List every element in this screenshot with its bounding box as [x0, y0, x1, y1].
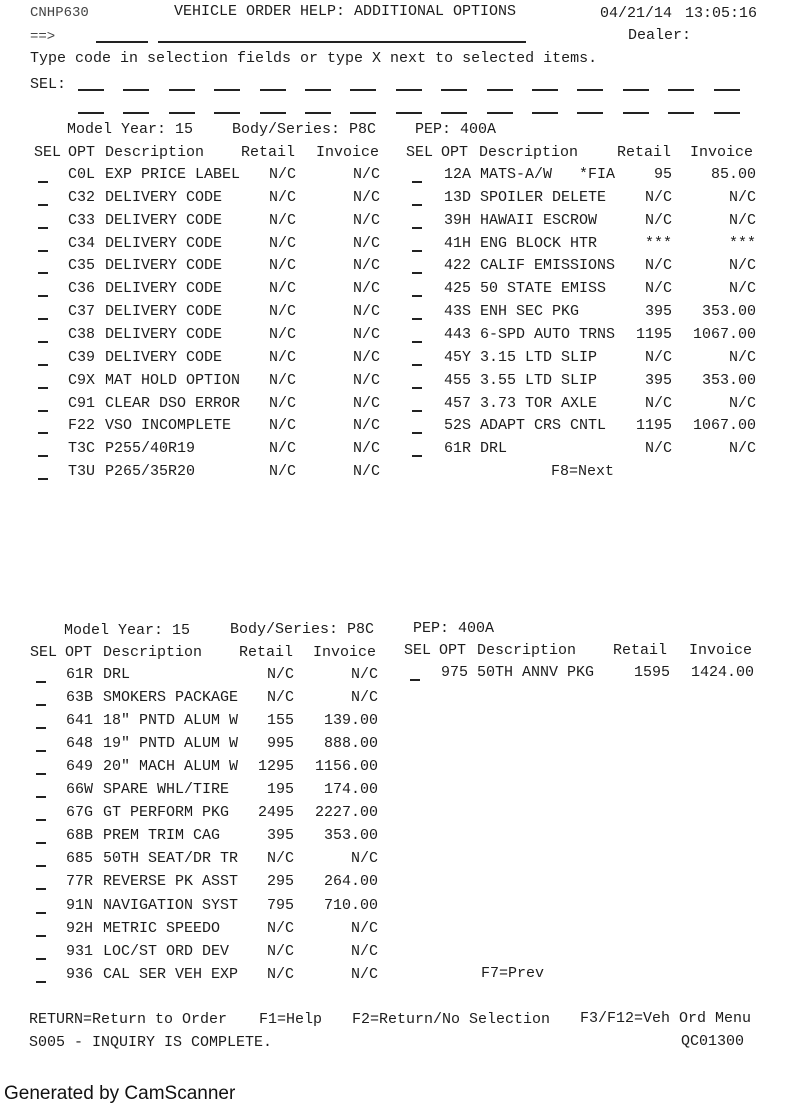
option-invoice: N/C: [352, 166, 380, 183]
option-retail: N/C: [268, 257, 296, 275]
option-select-field[interactable]: [36, 796, 46, 798]
option-description: ADAPT CRS CNTL: [480, 417, 607, 435]
description-header: Description: [479, 144, 579, 161]
option-select-field[interactable]: [38, 295, 48, 297]
option-retail: 2495: [257, 804, 294, 822]
option-code: 12A: [444, 166, 472, 183]
option-code: 685: [66, 850, 94, 868]
option-description: PREM TRIM CAG: [103, 827, 221, 845]
option-code: C91: [68, 394, 96, 412]
option-select-field[interactable]: [38, 318, 48, 320]
option-description: DELIVERY CODE: [105, 188, 223, 206]
option-description: MAT HOLD OPTION: [105, 371, 241, 389]
option-select-field[interactable]: [38, 227, 48, 229]
header-time: 13:05:16: [685, 5, 758, 22]
sel-header: SEL: [30, 644, 58, 661]
option-retail: 395: [266, 827, 294, 845]
option-code: C38: [68, 325, 96, 343]
option-code: C39: [68, 348, 96, 366]
option-select-field[interactable]: [412, 410, 422, 412]
option-code: 91N: [66, 896, 94, 914]
option-select-field[interactable]: [36, 935, 46, 937]
sel-code-field[interactable]: [668, 112, 694, 114]
option-invoice: 264.00: [323, 873, 378, 891]
option-description: 50TH ANNV PKG: [477, 664, 595, 681]
sel-code-field[interactable]: [305, 112, 331, 114]
option-description: DELIVERY CODE: [105, 257, 223, 275]
option-retail: N/C: [268, 211, 296, 229]
option-code: F22: [68, 417, 96, 435]
description-header: Description: [105, 144, 205, 161]
sel-code-field[interactable]: [714, 112, 740, 114]
option-code: 77R: [66, 873, 94, 891]
sel-code-field[interactable]: [532, 89, 558, 91]
option-select-field[interactable]: [412, 204, 422, 206]
option-invoice: N/C: [350, 919, 378, 937]
option-invoice: 888.00: [323, 735, 378, 753]
option-retail: N/C: [644, 440, 672, 458]
sel-code-field[interactable]: [78, 112, 104, 114]
option-retail: ***: [644, 234, 672, 252]
option-retail: N/C: [644, 257, 672, 275]
option-description: 19" PNTD ALUM W: [103, 735, 239, 753]
retail-header: Retail: [613, 642, 668, 659]
option-select-field[interactable]: [36, 842, 46, 844]
option-retail: 1295: [257, 758, 294, 776]
opt-header: OPT: [68, 144, 96, 161]
option-retail: N/C: [268, 280, 296, 298]
option-invoice: N/C: [352, 257, 380, 275]
sel-code-field[interactable]: [214, 112, 240, 114]
sel-code-field[interactable]: [577, 89, 603, 91]
option-code: C35: [68, 257, 96, 275]
option-select-field[interactable]: [38, 432, 48, 434]
sel-code-field[interactable]: [441, 112, 467, 114]
option-invoice: 353.00: [701, 303, 756, 321]
sel-code-field[interactable]: [260, 89, 286, 91]
option-retail: N/C: [266, 919, 294, 937]
option-invoice: N/C: [728, 280, 756, 298]
sel-code-field[interactable]: [668, 89, 694, 91]
option-invoice: N/C: [352, 394, 380, 412]
option-code: 422: [444, 257, 472, 275]
option-code: C32: [68, 188, 96, 206]
option-code: 975: [441, 664, 469, 681]
option-description: DELIVERY CODE: [105, 211, 223, 229]
option-description: 50TH SEAT/DR TR: [103, 850, 239, 868]
option-retail: N/C: [268, 371, 296, 389]
option-retail: N/C: [268, 166, 296, 183]
option-retail: 95: [653, 166, 672, 183]
option-select-field[interactable]: [36, 888, 46, 890]
retail-header: Retail: [617, 144, 672, 161]
option-select-field[interactable]: [38, 455, 48, 457]
option-select-field[interactable]: [412, 181, 422, 183]
help-key[interactable]: F1=Help: [259, 1011, 323, 1028]
body-series: Body/Series: P8C: [232, 121, 377, 138]
option-code: 61R: [66, 666, 94, 683]
option-invoice: N/C: [350, 942, 378, 960]
option-invoice: N/C: [352, 280, 380, 298]
sel-code-field[interactable]: [396, 89, 422, 91]
sel-code-field[interactable]: [487, 112, 513, 114]
screen-id: CNHP630: [30, 5, 89, 21]
option-code: 648: [66, 735, 94, 753]
option-invoice: N/C: [352, 188, 380, 206]
option-description: P255/40R19: [105, 440, 196, 458]
option-code: C36: [68, 280, 96, 298]
option-invoice: 1067.00: [692, 325, 756, 343]
sel-code-field[interactable]: [623, 89, 649, 91]
option-description: 50 STATE EMISS: [480, 280, 607, 298]
sel-code-field[interactable]: [396, 112, 422, 114]
dealer-label: Dealer:: [628, 27, 692, 44]
option-code: 61R: [444, 440, 472, 458]
option-code: 43S: [444, 303, 472, 321]
sel-code-field[interactable]: [214, 89, 240, 91]
sel-code-field[interactable]: [350, 112, 376, 114]
option-invoice: N/C: [352, 440, 380, 458]
option-invoice: 85.00: [710, 166, 756, 183]
option-retail: 195: [266, 781, 294, 799]
option-description: DELIVERY CODE: [105, 303, 223, 321]
sel-code-field[interactable]: [123, 89, 149, 91]
option-select-field[interactable]: [38, 478, 48, 480]
option-description: DRL: [103, 666, 131, 683]
option-description: NAVIGATION SYST: [103, 896, 239, 914]
option-description: HAWAII ESCROW: [480, 211, 598, 229]
option-retail: N/C: [266, 689, 294, 707]
model-year: Model Year: 15: [67, 121, 194, 138]
sel-code-field[interactable]: [169, 112, 195, 114]
option-description: 20" MACH ALUM W: [103, 758, 239, 776]
option-description: DELIVERY CODE: [105, 234, 223, 252]
option-invoice: 1067.00: [692, 417, 756, 435]
vehicle-order-menu-key[interactable]: F3/F12=Veh Ord Menu: [580, 1010, 752, 1027]
option-code: 443: [444, 325, 472, 343]
option-retail: N/C: [644, 394, 672, 412]
option-retail: N/C: [266, 942, 294, 960]
option-retail: N/C: [644, 280, 672, 298]
option-description: METRIC SPEEDO: [103, 919, 221, 937]
sel-code-field[interactable]: [714, 89, 740, 91]
option-retail: N/C: [266, 965, 294, 983]
option-invoice: N/C: [350, 689, 378, 707]
option-description: LOC/ST ORD DEV: [103, 942, 230, 960]
option-invoice: 174.00: [323, 781, 378, 799]
option-code: 39H: [444, 211, 472, 229]
option-select-field[interactable]: [36, 865, 46, 867]
option-select-field[interactable]: [412, 295, 422, 297]
option-code: 63B: [66, 689, 94, 707]
option-retail: N/C: [268, 394, 296, 412]
option-select-field[interactable]: [412, 364, 422, 366]
option-invoice: N/C: [352, 417, 380, 435]
option-select-field[interactable]: [36, 981, 46, 983]
invoice-header: Invoice: [689, 642, 753, 659]
option-select-field[interactable]: [38, 181, 48, 183]
sel-code-field[interactable]: [123, 112, 149, 114]
screen-title: VEHICLE ORDER HELP: ADDITIONAL OPTIONS: [174, 3, 517, 20]
retail-header: Retail: [239, 644, 294, 661]
option-retail: N/C: [268, 417, 296, 435]
option-retail: N/C: [644, 348, 672, 366]
option-description: DRL: [480, 440, 508, 458]
sel-code-field[interactable]: [623, 112, 649, 114]
option-retail: N/C: [268, 463, 296, 481]
option-code: C34: [68, 234, 96, 252]
model-year: Model Year: 15: [64, 622, 191, 639]
description-header: Description: [103, 644, 203, 661]
option-code: 936: [66, 965, 94, 983]
option-code: 67G: [66, 804, 94, 822]
option-code: C9X: [68, 371, 96, 389]
option-code: 41H: [444, 234, 472, 252]
option-invoice: 353.00: [701, 371, 756, 389]
option-retail: 1595: [633, 664, 670, 681]
option-select-field[interactable]: [412, 455, 422, 457]
option-select-field[interactable]: [412, 272, 422, 274]
option-select-field[interactable]: [36, 958, 46, 960]
option-description: 18" PNTD ALUM W: [103, 712, 239, 730]
sel-header: SEL: [34, 144, 62, 161]
option-retail: N/C: [644, 188, 672, 206]
option-retail: N/C: [266, 666, 294, 683]
option-code: 931: [66, 942, 94, 960]
option-description: GT PERFORM PKG: [103, 804, 230, 822]
option-description: EXP PRICE LABEL: [105, 166, 241, 183]
sel-header: SEL: [404, 642, 432, 659]
option-invoice: N/C: [728, 394, 756, 412]
sel-header: SEL: [406, 144, 434, 161]
sel-code-field[interactable]: [169, 89, 195, 91]
return-to-order-key[interactable]: RETURN=Return to Order: [29, 1011, 228, 1028]
option-select-field[interactable]: [38, 204, 48, 206]
option-invoice: N/C: [728, 211, 756, 229]
option-select-field[interactable]: [412, 387, 422, 389]
option-retail: 395: [644, 371, 672, 389]
status-message: S005 - INQUIRY IS COMPLETE.: [29, 1034, 273, 1051]
invoice-header: Invoice: [316, 144, 380, 161]
option-code: 52S: [444, 417, 472, 435]
option-description: SMOKERS PACKAGE: [103, 689, 239, 707]
opt-header: OPT: [65, 644, 93, 661]
option-description: CLEAR DSO ERROR: [105, 394, 241, 412]
option-select-field[interactable]: [36, 750, 46, 752]
option-code: 425: [444, 280, 472, 298]
instruction-text: Type code in selection fields or type X next to selected items.: [30, 50, 598, 67]
header-date: 04/21/14: [600, 5, 673, 22]
option-select-field[interactable]: [36, 912, 46, 914]
option-invoice: N/C: [728, 257, 756, 275]
option-invoice: N/C: [350, 666, 378, 683]
sel-code-field[interactable]: [487, 89, 513, 91]
option-select-field[interactable]: [412, 318, 422, 320]
option-code: 457: [444, 394, 472, 412]
option-select-field[interactable]: [410, 679, 420, 681]
sel-code-field[interactable]: [532, 112, 558, 114]
option-select-field[interactable]: [412, 432, 422, 434]
option-select-field[interactable]: [38, 387, 48, 389]
command-input-short[interactable]: [96, 41, 148, 43]
option-invoice: N/C: [350, 850, 378, 868]
option-invoice: N/C: [352, 371, 380, 389]
option-retail: N/C: [266, 850, 294, 868]
retail-header: Retail: [241, 144, 296, 161]
option-invoice: 710.00: [323, 896, 378, 914]
sel-label: SEL:: [30, 76, 67, 93]
option-invoice: N/C: [352, 348, 380, 366]
option-code: T3U: [68, 463, 96, 481]
option-description: 6-SPD AUTO TRNS: [480, 325, 616, 343]
option-invoice: N/C: [350, 965, 378, 983]
option-description: SPARE WHL/TIRE: [103, 781, 230, 799]
option-invoice: N/C: [352, 211, 380, 229]
sel-code-field[interactable]: [260, 112, 286, 114]
pep-code: PEP: 400A: [413, 620, 495, 637]
option-code: 45Y: [444, 348, 472, 366]
option-description: ENH SEC PKG: [480, 303, 580, 321]
option-retail: 395: [644, 303, 672, 321]
option-retail: 1195: [635, 417, 672, 435]
option-code: 68B: [66, 827, 94, 845]
command-prompt: ==>: [30, 29, 56, 45]
option-select-field[interactable]: [412, 227, 422, 229]
option-select-field[interactable]: [36, 681, 46, 683]
option-invoice: N/C: [352, 303, 380, 321]
option-description: CALIF EMISSIONS: [480, 257, 616, 275]
return-no-selection-key[interactable]: F2=Return/No Selection: [352, 1011, 551, 1028]
option-select-field[interactable]: [412, 250, 422, 252]
option-invoice: N/C: [728, 188, 756, 206]
option-retail: N/C: [268, 348, 296, 366]
option-description: DELIVERY CODE: [105, 348, 223, 366]
option-invoice: ***: [728, 234, 756, 252]
option-retail: 1195: [635, 325, 672, 343]
option-invoice: 139.00: [323, 712, 378, 730]
option-description: ENG BLOCK HTR: [480, 234, 598, 252]
option-description: 3.73 TOR AXLE: [480, 394, 598, 412]
option-invoice: N/C: [728, 440, 756, 458]
option-code: 649: [66, 758, 94, 776]
option-retail: N/C: [268, 325, 296, 343]
option-select-field[interactable]: [36, 773, 46, 775]
option-retail: 295: [266, 873, 294, 891]
option-retail: N/C: [644, 211, 672, 229]
terminal-id: QC01300: [681, 1033, 745, 1050]
option-description: P265/35R20: [105, 463, 196, 481]
option-retail: 155: [266, 712, 294, 730]
option-retail: N/C: [268, 303, 296, 321]
option-description: DELIVERY CODE: [105, 280, 223, 298]
option-retail: N/C: [268, 440, 296, 458]
option-code: T3C: [68, 440, 96, 458]
option-invoice: 2227.00: [314, 804, 378, 822]
option-select-field[interactable]: [38, 272, 48, 274]
option-select-field[interactable]: [38, 250, 48, 252]
sel-code-field[interactable]: [350, 89, 376, 91]
option-code: 66W: [66, 781, 94, 799]
option-select-field[interactable]: [38, 341, 48, 343]
option-select-field[interactable]: [412, 341, 422, 343]
option-code: 92H: [66, 919, 94, 937]
option-code: 641: [66, 712, 94, 730]
sel-code-field[interactable]: [78, 89, 104, 91]
option-code: C37: [68, 303, 96, 321]
prev-page-key[interactable]: F7=Prev: [481, 965, 545, 982]
option-invoice: N/C: [352, 234, 380, 252]
option-retail: 995: [266, 735, 294, 753]
opt-header: OPT: [441, 144, 469, 161]
option-description: DELIVERY CODE: [105, 325, 223, 343]
option-retail: N/C: [268, 188, 296, 206]
command-input[interactable]: [158, 41, 526, 43]
option-description: REVERSE PK ASST: [103, 873, 239, 891]
option-select-field[interactable]: [36, 819, 46, 821]
next-page-key[interactable]: F8=Next: [551, 463, 615, 480]
body-series: Body/Series: P8C: [230, 621, 375, 638]
option-invoice: N/C: [352, 325, 380, 343]
option-description: MATS-A/W *FIA: [480, 166, 616, 183]
option-invoice: 353.00: [323, 827, 378, 845]
camscanner-watermark: Generated by CamScanner: [4, 1083, 236, 1104]
option-retail: N/C: [268, 234, 296, 252]
invoice-header: Invoice: [690, 144, 754, 161]
option-code: 455: [444, 371, 472, 389]
option-description: CAL SER VEH EXP: [103, 965, 239, 983]
description-header: Description: [477, 642, 577, 659]
option-description: VSO INCOMPLETE: [105, 417, 232, 435]
invoice-header: Invoice: [313, 644, 377, 661]
option-retail: 795: [266, 896, 294, 914]
option-select-field[interactable]: [36, 727, 46, 729]
pep-code: PEP: 400A: [415, 121, 497, 138]
option-description: 3.15 LTD SLIP: [480, 348, 598, 366]
opt-header: OPT: [439, 642, 467, 659]
sel-code-field[interactable]: [441, 89, 467, 91]
option-code: C33: [68, 211, 96, 229]
option-code: C0L: [68, 166, 96, 183]
option-invoice: 1156.00: [314, 758, 378, 776]
option-invoice: N/C: [352, 463, 380, 481]
option-description: 3.55 LTD SLIP: [480, 371, 598, 389]
option-select-field[interactable]: [38, 364, 48, 366]
option-select-field[interactable]: [36, 704, 46, 706]
option-invoice: 1424.00: [690, 664, 754, 681]
option-description: SPOILER DELETE: [480, 188, 607, 206]
option-code: 13D: [444, 188, 472, 206]
option-invoice: N/C: [728, 348, 756, 366]
option-select-field[interactable]: [38, 410, 48, 412]
sel-code-field[interactable]: [305, 89, 331, 91]
sel-code-field[interactable]: [577, 112, 603, 114]
